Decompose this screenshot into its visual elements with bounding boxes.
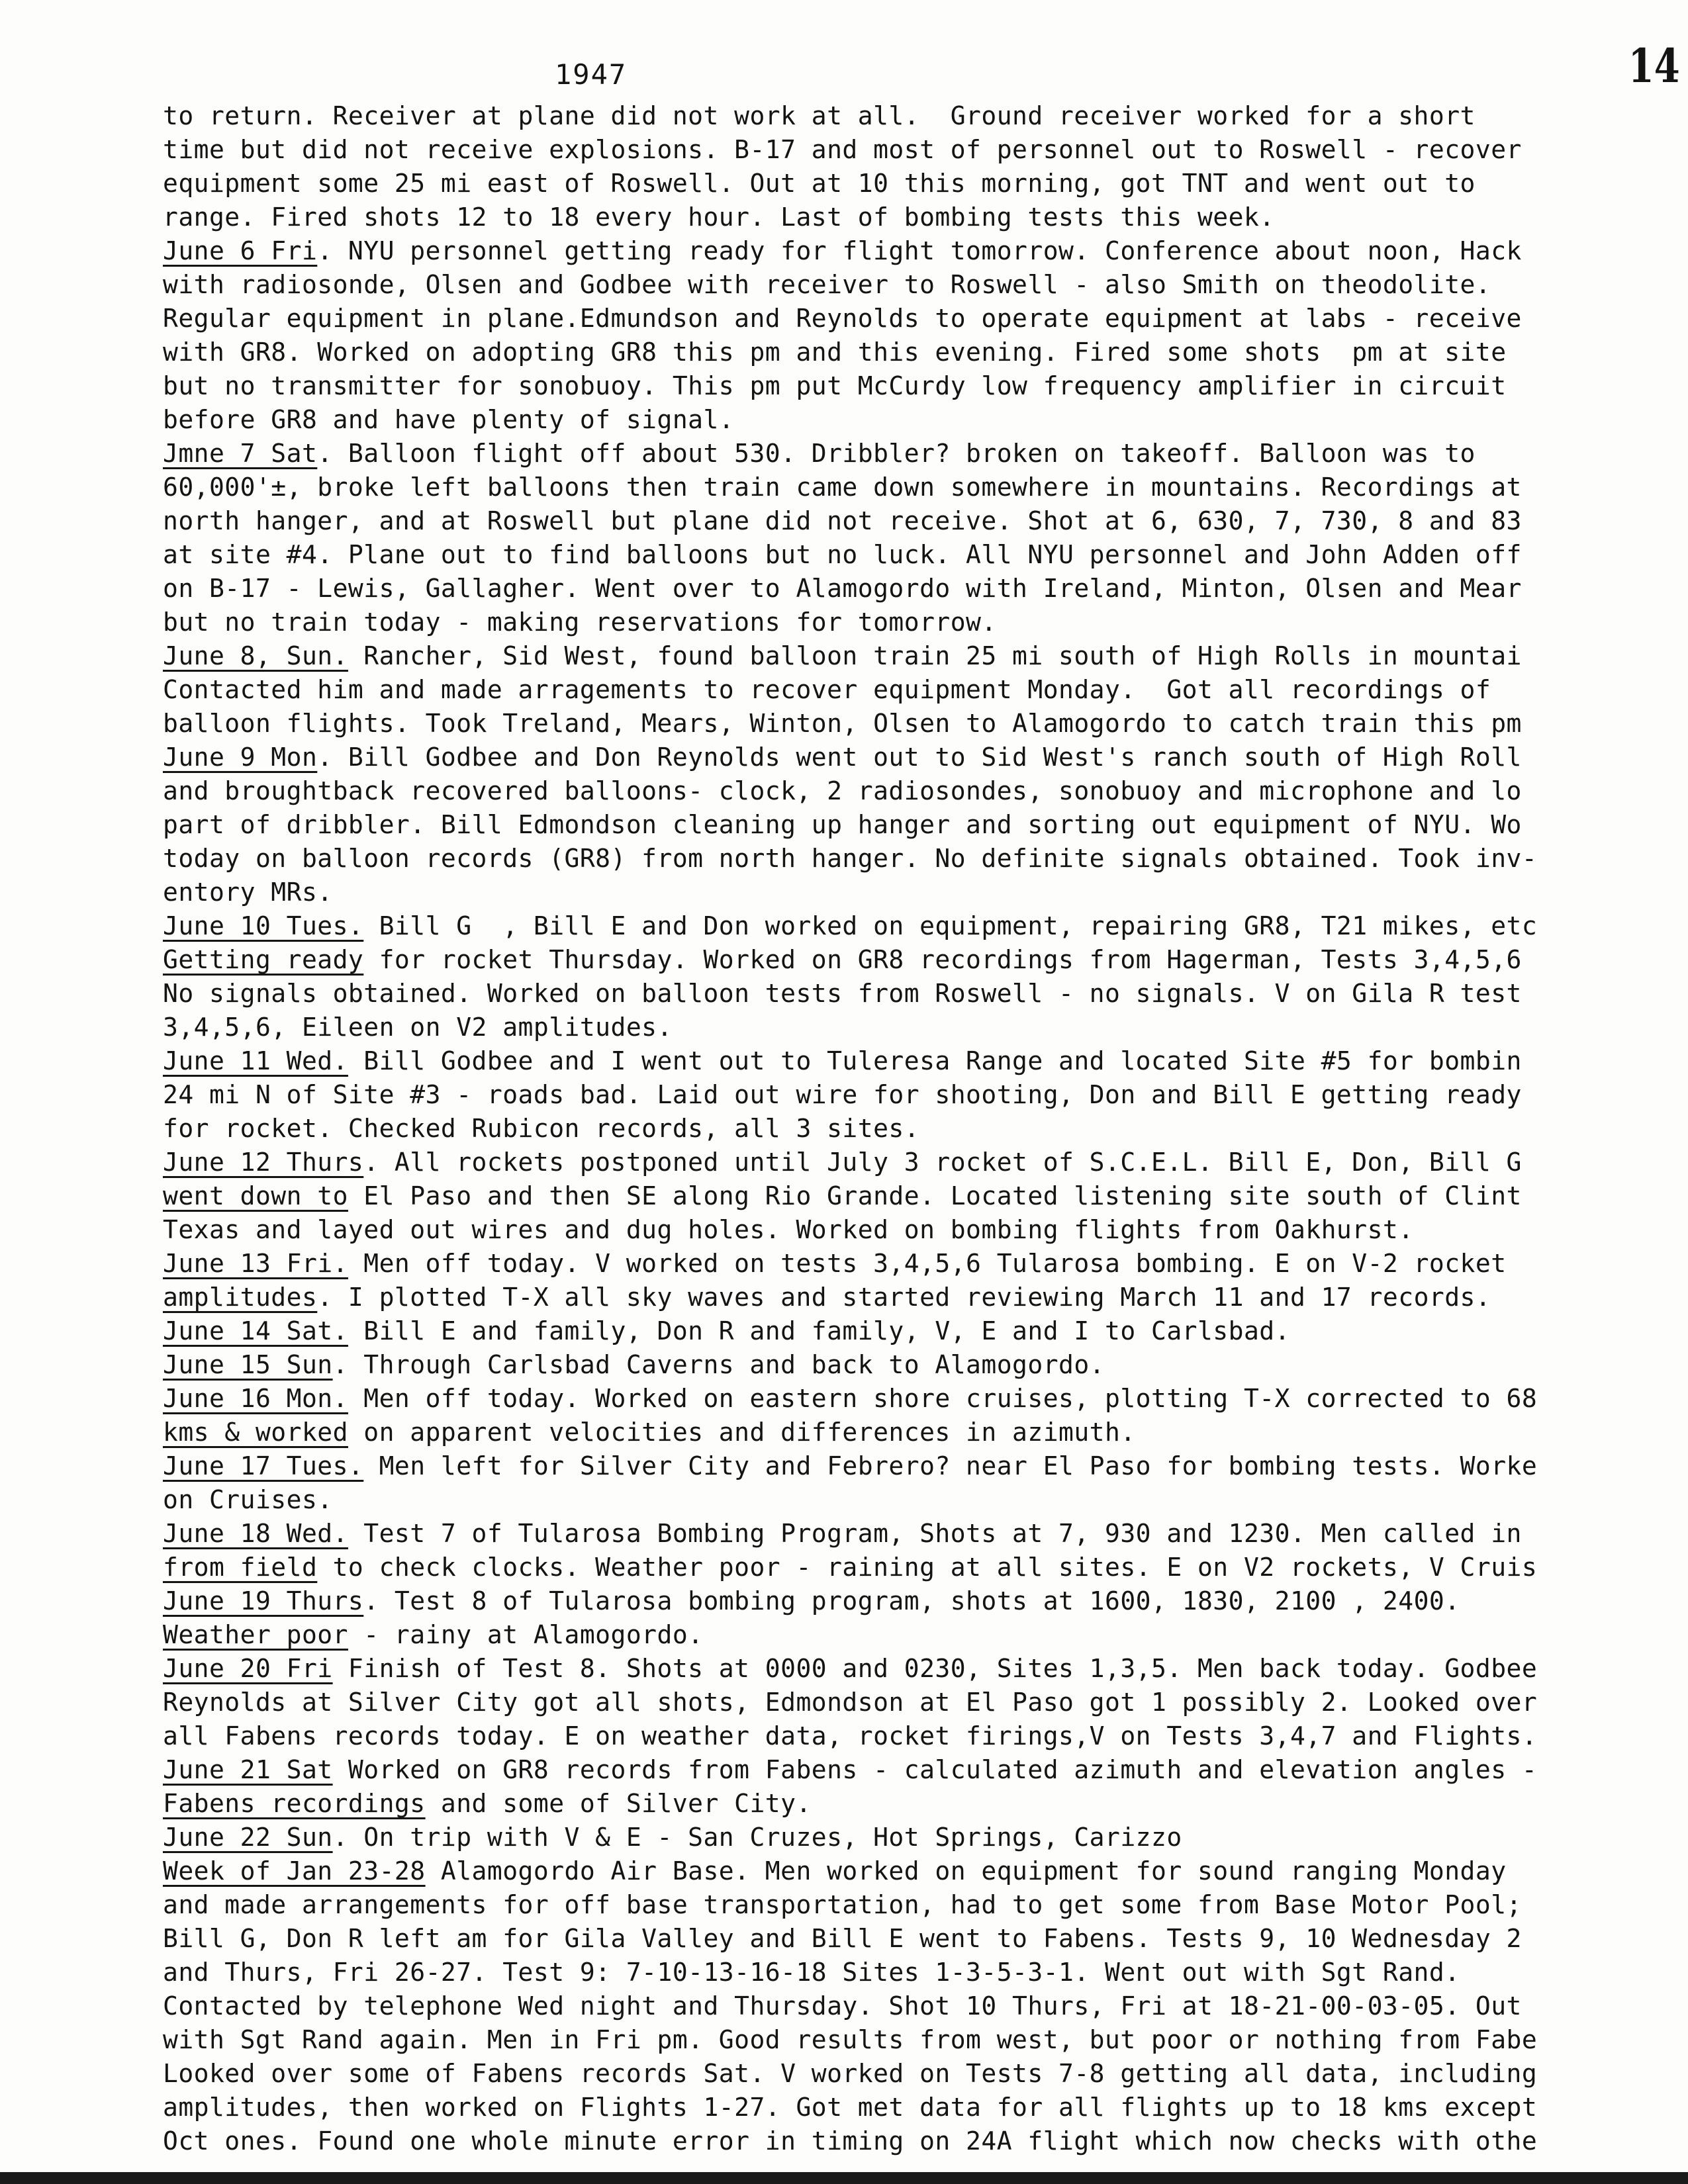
- text-line: [163, 2057, 1672, 2091]
- line-text: . Through Carlsbad Caverns and back to Alamogordo.: [332, 1350, 1105, 1379]
- text-line: [163, 1449, 1672, 1483]
- text-line: [163, 639, 1672, 673]
- text-line: [163, 201, 1672, 234]
- entry-date-heading: June 8, Sun.: [163, 641, 348, 670]
- text-line: [163, 673, 1672, 707]
- line-text: . Balloon flight off about 530. Dribbler? broken on takeoff. Balloon was to: [317, 439, 1476, 468]
- entry-date-heading: June 21 Sat: [163, 1755, 333, 1784]
- line-text: Contacted by telephone Wed night and Thursday. Shot 10 Thurs, Fri at 18-21-00-03-05. Out: [163, 1991, 1522, 2021]
- line-text: part of dribbler. Bill Edmondson cleaning up hanger and sorting out equipment of NYU. Wo: [163, 810, 1522, 839]
- text-line: [163, 572, 1672, 606]
- text-line: [163, 1044, 1672, 1078]
- text-line: [163, 336, 1672, 369]
- entry-date-heading: June 18 Wed.: [163, 1519, 348, 1548]
- line-text: with Sgt Rand again. Men in Fri pm. Good results from west, but poor or nothing from Fabe: [163, 2025, 1538, 2054]
- page-number: 14: [1628, 38, 1680, 93]
- text-line: [163, 1112, 1672, 1146]
- text-line: [163, 808, 1672, 842]
- page-year: 1947: [555, 58, 628, 91]
- text-line: [163, 977, 1672, 1011]
- line-text: Bill G , Bill E and Don worked on equipment, repairing GR8, T21 mikes, etc: [363, 911, 1538, 940]
- line-text: 3,4,5,6, Eileen on V2 amplitudes.: [163, 1013, 673, 1042]
- line-text: Men left for Silver City and Febrero? near El Paso for bombing tests. Worke: [363, 1451, 1538, 1480]
- line-text: and made arrangements for off base transportation, had to get some from Base Motor Pool;: [163, 1890, 1522, 1919]
- line-text: today on balloon records (GR8) from north hanger. No definite signals obtained. Took inv-: [163, 844, 1538, 873]
- text-line: [163, 1517, 1672, 1551]
- line-text: on Cruises.: [163, 1485, 333, 1514]
- entry-date-heading: June 13 Fri.: [163, 1249, 348, 1278]
- entry-date-heading: June 16 Mon.: [163, 1384, 348, 1413]
- entry-date-heading: June 14 Sat.: [163, 1316, 348, 1345]
- line-text: before GR8 and have plenty of signal.: [163, 405, 735, 434]
- entry-date-heading: June 17 Tues.: [163, 1451, 364, 1480]
- text-line: [163, 471, 1672, 504]
- text-line: [163, 1551, 1672, 1584]
- line-text: Bill Godbee and I went out to Tuleresa Range and located Site #5 for bombin: [348, 1046, 1522, 1075]
- text-line: [163, 1753, 1672, 1787]
- line-text: Worked on GR8 records from Fabens - calculated azimuth and elevation angles -: [332, 1755, 1538, 1784]
- text-line: [163, 1179, 1672, 1213]
- line-text: Texas and layed out wires and dug holes. Worked on bombing flights from Oakhurst.: [163, 1215, 1414, 1244]
- text-line: [163, 1922, 1672, 1956]
- text-line: [163, 943, 1672, 977]
- text-line: [163, 1956, 1672, 1989]
- line-text: amplitudes, then worked on Flights 1-27. Got met data for all flights up to 18 kms except: [163, 2093, 1538, 2122]
- line-text: for rocket. Checked Rubicon records, all 3 sites.: [163, 1114, 920, 1143]
- line-text: entory MRs.: [163, 878, 333, 907]
- text-line: [163, 133, 1672, 167]
- entry-date-heading: June 12 Thurs: [163, 1148, 364, 1177]
- entry-date-heading: Week of Jan 23-28: [163, 1856, 426, 1886]
- text-line: [163, 99, 1672, 133]
- line-text: on apparent velocities and differences in azimuth.: [348, 1418, 1136, 1447]
- line-text: and broughtback recovered balloons- clock, 2 radiosondes, sonobuoy and microphone and lo: [163, 776, 1522, 805]
- text-line: [163, 234, 1672, 268]
- entry-date-heading: June 9 Mon: [163, 743, 318, 772]
- text-line: [163, 1247, 1672, 1281]
- line-text: No signals obtained. Worked on balloon tests from Roswell - no signals. V on Gila R test: [163, 979, 1522, 1008]
- text-line: [163, 1787, 1672, 1821]
- line-text: and Thurs, Fri 26-27. Test 9: 7-10-13-16-18 Sites 1-3-5-3-1. Went out with Sgt Rand.: [163, 1958, 1460, 1987]
- entry-date-heading: June 11 Wed.: [163, 1046, 348, 1075]
- entry-date-heading: amplitudes: [163, 1283, 318, 1312]
- text-line: [163, 268, 1672, 302]
- text-line: [163, 1281, 1672, 1314]
- line-text: Rancher, Sid West, found balloon train 25 mi south of High Rolls in mountai: [348, 641, 1522, 670]
- entry-date-heading: kms & worked: [163, 1418, 348, 1447]
- line-text: equipment some 25 mi east of Roswell. Out at 10 this morning, got TNT and went out to: [163, 169, 1476, 198]
- text-line: [163, 1618, 1672, 1652]
- line-text: . All rockets postponed until July 3 rocket of S.C.E.L. Bill E, Don, Bill G: [363, 1148, 1522, 1177]
- text-line: [163, 1146, 1672, 1179]
- line-text: at site #4. Plane out to find balloons but no luck. All NYU personnel and John Adden off: [163, 540, 1522, 569]
- text-line: [163, 504, 1672, 538]
- text-line: [163, 1416, 1672, 1449]
- entry-date-heading: June 22 Sun: [163, 1823, 333, 1852]
- line-text: El Paso and then SE along Rio Grande. Located listening site south of Clint: [348, 1181, 1522, 1210]
- text-line: [163, 1483, 1672, 1517]
- line-text: Contacted him and made arragements to recover equipment Monday. Got all recordings of: [163, 675, 1491, 704]
- text-line: [163, 1989, 1672, 2023]
- text-line: [163, 1821, 1672, 1854]
- entry-date-heading: Getting ready: [163, 945, 364, 974]
- text-line: [163, 167, 1672, 201]
- text-line: [163, 2124, 1672, 2158]
- text-line: [163, 842, 1672, 876]
- text-line: [163, 876, 1672, 909]
- text-line: [163, 1314, 1672, 1348]
- line-text: to return. Receiver at plane did not work at all. Ground receiver worked for a short: [163, 101, 1476, 130]
- line-text: . I plotted T-X all sky waves and started reviewing March 11 and 17 records.: [317, 1283, 1491, 1312]
- line-text: but no transmitter for sonobuoy. This pm put McCurdy low frequency amplifier in circuit: [163, 371, 1507, 400]
- line-text: Test 7 of Tularosa Bombing Program, Shots at 7, 930 and 1230. Men called in: [348, 1519, 1522, 1548]
- line-text: with radiosonde, Olsen and Godbee with receiver to Roswell - also Smith on theodolite.: [163, 270, 1491, 299]
- line-text: . On trip with V & E - San Cruzes, Hot Springs, Carizzo: [332, 1823, 1182, 1852]
- entry-date-heading: June 6 Fri: [163, 236, 318, 265]
- entry-date-heading: went down to: [163, 1181, 348, 1210]
- text-line: [163, 1584, 1672, 1618]
- line-text: time but did not receive explosions. B-17 and most of personnel out to Roswell - recover: [163, 135, 1522, 164]
- text-line: [163, 1686, 1672, 1719]
- line-text: with GR8. Worked on adopting GR8 this pm and this evening. Fired some shots pm at site: [163, 338, 1507, 367]
- text-line: [163, 2023, 1672, 2057]
- scan-edge: [0, 2172, 1688, 2184]
- line-text: balloon flights. Took Treland, Mears, Winton, Olsen to Alamogordo to catch train this pm: [163, 709, 1522, 738]
- text-line: [163, 1078, 1672, 1112]
- text-line: [163, 437, 1672, 471]
- line-text: . Test 8 of Tularosa bombing program, shots at 1600, 1830, 2100 , 2400.: [363, 1586, 1460, 1615]
- text-line: [163, 1348, 1672, 1382]
- entry-date-heading: June 10 Tues.: [163, 911, 364, 940]
- text-line: [163, 2091, 1672, 2124]
- line-text: range. Fired shots 12 to 18 every hour. Last of bombing tests this week.: [163, 203, 1275, 232]
- text-line: [163, 1854, 1672, 1888]
- line-text: Men off today. V worked on tests 3,4,5,6 Tularosa bombing. E on V-2 rocket: [348, 1249, 1507, 1278]
- text-line: [163, 403, 1672, 437]
- text-line: [163, 1888, 1672, 1922]
- line-text: Regular equipment in plane.Edmundson and Reynolds to operate equipment at labs - receive: [163, 304, 1522, 333]
- text-line: [163, 1011, 1672, 1044]
- line-text: 60,000'±, broke left balloons then train came down somewhere in mountains. Recordings at: [163, 473, 1522, 502]
- text-line: [163, 909, 1672, 943]
- line-text: Looked over some of Fabens records Sat. V worked on Tests 7-8 getting all data, including: [163, 2059, 1538, 2088]
- line-text: Bill G, Don R left am for Gila Valley and Bill E went to Fabens. Tests 9, 10 Wednesday 2: [163, 1924, 1522, 1953]
- line-text: on B-17 - Lewis, Gallagher. Went over to Alamogordo with Ireland, Minton, Olsen and Mear: [163, 574, 1522, 603]
- line-text: Oct ones. Found one whole minute error in timing on 24A flight which now checks with othe: [163, 2126, 1538, 2156]
- line-text: Finish of Test 8. Shots at 0000 and 0230, Sites 1,3,5. Men back today. Godbee: [332, 1654, 1538, 1683]
- line-text: all Fabens records today. E on weather data, rocket firings,V on Tests 3,4,7 and Flights.: [163, 1721, 1538, 1751]
- text-line: [163, 1382, 1672, 1416]
- line-text: but no train today - making reservations for tomorrow.: [163, 608, 997, 637]
- text-line: [163, 774, 1672, 808]
- text-line: [163, 741, 1672, 774]
- entry-date-heading: Weather poor: [163, 1620, 348, 1649]
- line-text: Bill E and family, Don R and family, V, E and I to Carlsbad.: [348, 1316, 1290, 1345]
- line-text: . Bill Godbee and Don Reynolds went out to Sid West's ranch south of High Roll: [317, 743, 1522, 772]
- diary-body: [163, 99, 1672, 2158]
- text-line: [163, 1719, 1672, 1753]
- line-text: Reynolds at Silver City got all shots, Edmondson at El Paso got 1 possibly 2. Looked over: [163, 1688, 1538, 1717]
- entry-date-heading: from field: [163, 1553, 318, 1582]
- entry-date-heading: June 15 Sun: [163, 1350, 333, 1379]
- line-text: - rainy at Alamogordo.: [348, 1620, 704, 1649]
- line-text: Men off today. Worked on eastern shore cruises, plotting T-X corrected to 68: [348, 1384, 1538, 1413]
- line-text: for rocket Thursday. Worked on GR8 recordings from Hagerman, Tests 3,4,5,6: [363, 945, 1522, 974]
- text-line: [163, 606, 1672, 639]
- line-text: . NYU personnel getting ready for flight tomorrow. Conference about noon, Hack: [317, 236, 1522, 265]
- text-line: [163, 538, 1672, 572]
- entry-date-heading: Jmne 7 Sat: [163, 439, 318, 468]
- line-text: north hanger, and at Roswell but plane did not receive. Shot at 6, 630, 7, 730, 8 and 83: [163, 506, 1522, 535]
- entry-date-heading: Fabens recordings: [163, 1789, 426, 1818]
- line-text: 24 mi N of Site #3 - roads bad. Laid out wire for shooting, Don and Bill E getting ready: [163, 1080, 1522, 1109]
- line-text: Alamogordo Air Base. Men worked on equipment for sound ranging Monday: [425, 1856, 1507, 1886]
- text-line: [163, 707, 1672, 741]
- text-line: [163, 369, 1672, 403]
- text-line: [163, 302, 1672, 336]
- entry-date-heading: June 19 Thurs: [163, 1586, 364, 1615]
- text-line: [163, 1213, 1672, 1247]
- line-text: to check clocks. Weather poor - raining at all sites. E on V2 rockets, V Cruis: [317, 1553, 1538, 1582]
- text-line: [163, 1652, 1672, 1686]
- line-text: and some of Silver City.: [425, 1789, 812, 1818]
- entry-date-heading: June 20 Fri: [163, 1654, 333, 1683]
